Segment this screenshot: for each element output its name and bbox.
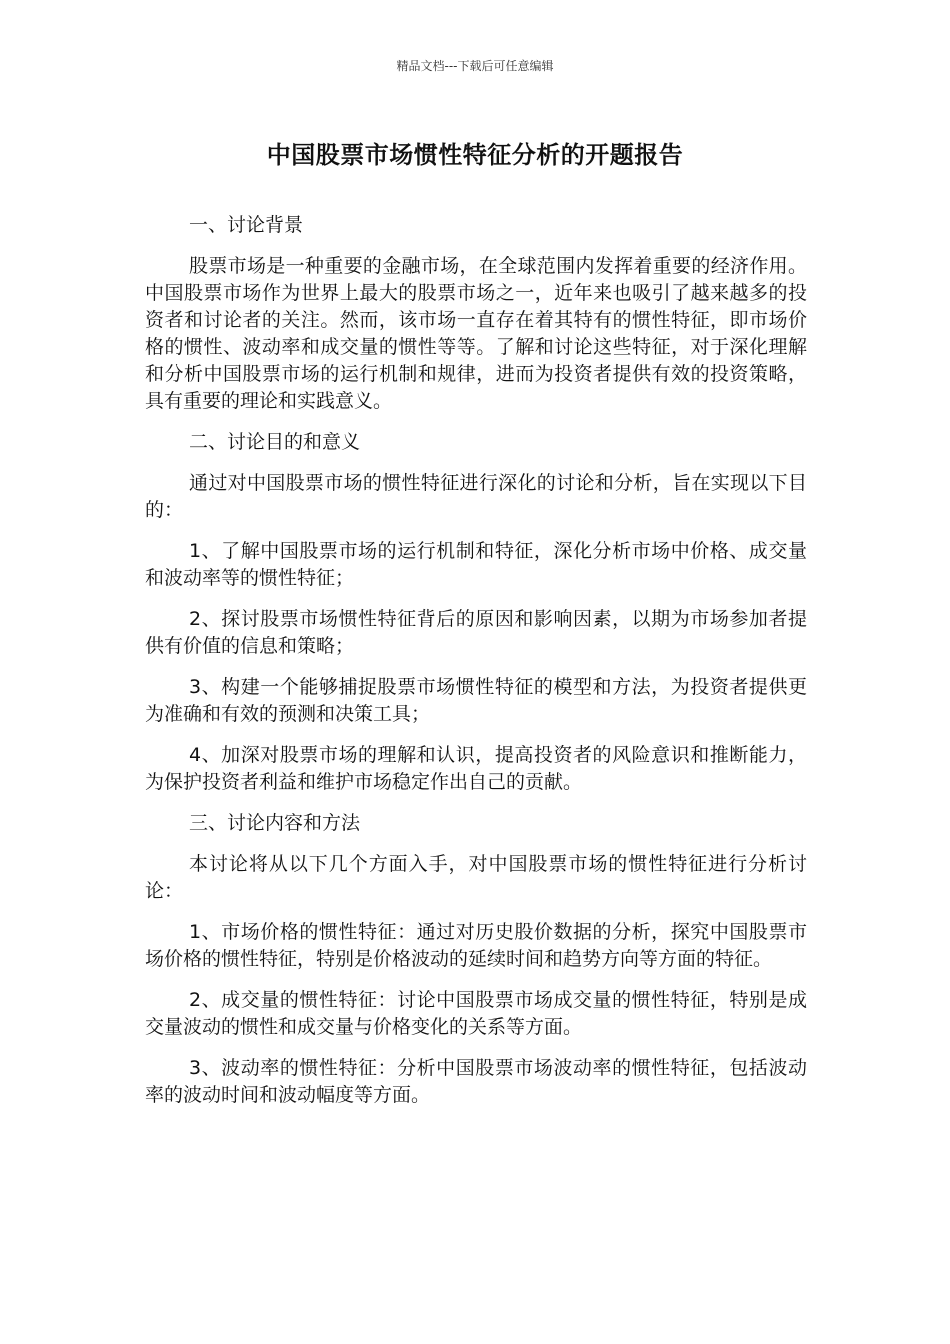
section-heading-purpose: 二、讨论目的和意义 [189, 431, 361, 453]
section-heading-methods: 三、讨论内容和方法 [189, 812, 361, 834]
section-heading-background: 一、讨论背景 [189, 214, 304, 236]
document-body [145, 212, 807, 1123]
paragraph-purpose-intro: 通过对中国股票市场的惯性特征进行深化的讨论和分析，旨在实现以下目的： [145, 472, 807, 521]
purpose-item-1: 1、了解中国股票市场的运行机制和特征，深化分析市场中价格、成交量和波动率等的惯性特征； [145, 540, 807, 589]
purpose-item-4: 4、加深对股票市场的理解和认识，提高投资者的风险意识和推断能力，为保护投资者利益和维护市场稳定作出自己的贡献。 [145, 744, 807, 793]
document-title: 中国股票市场惯性特征分析的开题报告 [266, 141, 684, 169]
header-watermark: 精品文档---下载后可任意编辑 [396, 59, 554, 73]
purpose-item-3: 3、构建一个能够捕捉股票市场惯性特征的模型和方法，为投资者提供更为准确和有效的预测和决策工具； [145, 676, 807, 725]
methods-item-2: 2、成交量的惯性特征：讨论中国股票市场成交量的惯性特征，特别是成交量波动的惯性和成交量与价格变化的关系等方面。 [145, 989, 807, 1038]
purpose-item-2: 2、探讨股票市场惯性特征背后的原因和影响因素，以期为市场参加者提供有价值的信息和策略； [145, 608, 807, 657]
methods-item-1: 1、市场价格的惯性特征：通过对历史股价数据的分析，探究中国股票市场价格的惯性特征，特别是价格波动的延续时间和趋势方向等方面的特征。 [145, 921, 807, 970]
methods-item-3: 3、波动率的惯性特征：分析中国股票市场波动率的惯性特征，包括波动率的波动时间和波动幅度等方面。 [145, 1057, 807, 1106]
paragraph-methods-intro: 本讨论将从以下几个方面入手，对中国股票市场的惯性特征进行分析讨论： [145, 853, 807, 902]
paragraph-background: 股票市场是一种重要的金融市场，在全球范围内发挥着重要的经济作用。中国股票市场作为世界上最大的股票市场之一，近年来也吸引了越来越多的投资者和讨论者的关注。然而，该市场一直存在着其特有的惯性特征，即市场价格的惯性、波动率和成交量的惯性等等。了解和讨论这些特征，对于深化理解和分析中国股票市场的运行机制和规律，进而为投资者提供有效的投资策略，具有重要的理论和实践意义。 [145, 255, 807, 412]
